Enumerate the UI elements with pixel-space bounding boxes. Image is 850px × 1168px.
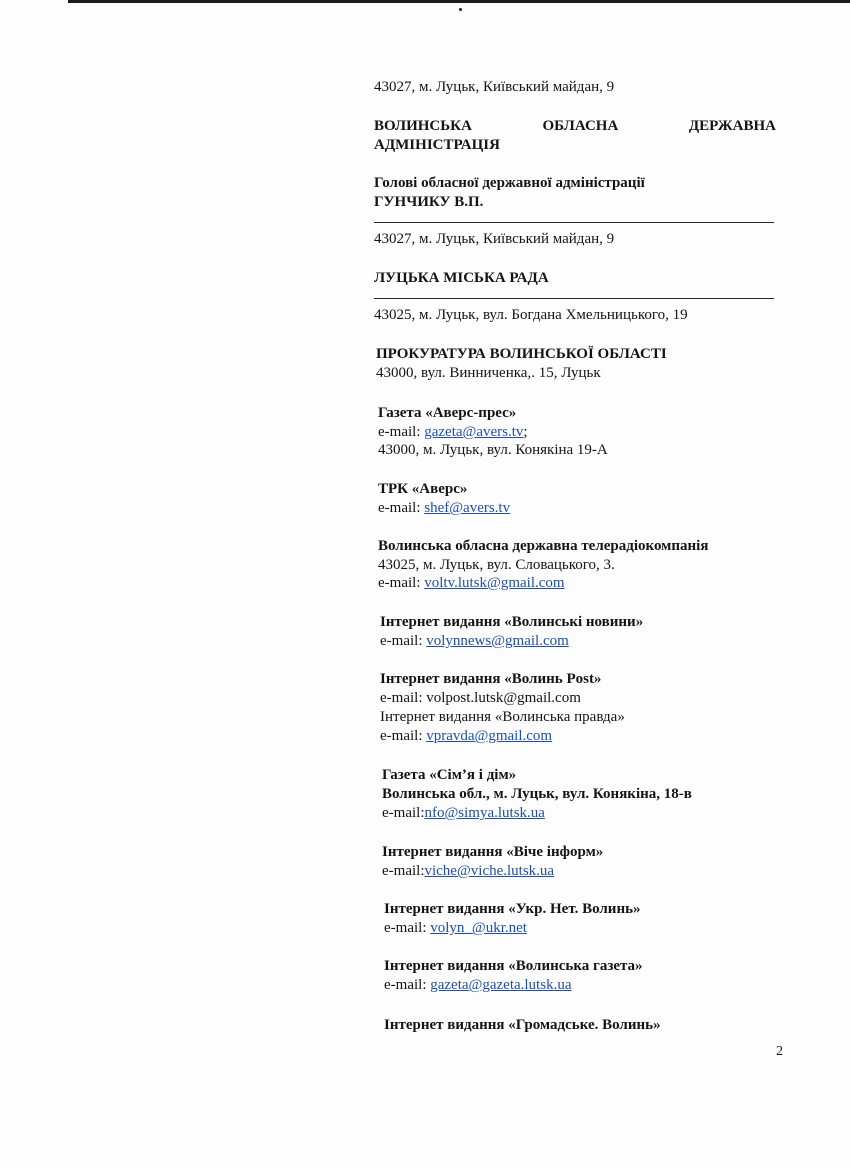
voltv-email-link[interactable]: voltv.lutsk@gmail.com xyxy=(424,575,565,591)
city-council-address: 43025, м. Луцьк, вул. Богдана Хмельницького, 19 xyxy=(374,307,688,323)
scan-top-edge xyxy=(68,0,850,3)
email-suffix: ; xyxy=(523,424,528,440)
volyn-pravda-email-line xyxy=(380,727,552,745)
viche-email-line xyxy=(382,862,554,880)
head-name: ГУНЧИКУ В.П. xyxy=(374,194,484,210)
volyn-pravda-name: Інтернет видання «Волинська правда» xyxy=(380,709,625,725)
oda-name xyxy=(374,117,776,135)
email-label: e-mail: xyxy=(382,805,425,821)
oda-name-word2: ОБЛАСНА xyxy=(542,118,619,134)
avers-press-name: Газета «Аверс-прес» xyxy=(378,405,517,421)
viche-name: Інтернет видання «Віче інформ» xyxy=(382,844,604,860)
viche-email-link[interactable]: viche@viche.lutsk.ua xyxy=(424,863,555,879)
trk-avers-email-link[interactable]: shef@avers.tv xyxy=(424,500,511,516)
prosecutor-name: ПРОКУРАТУРА ВОЛИНСЬКОЇ ОБЛАСТІ xyxy=(376,346,667,362)
avers-press-email-link[interactable]: gazeta@avers.tv xyxy=(424,424,524,440)
volyn-pravda-email-link[interactable]: vpravda@gmail.com xyxy=(426,728,553,744)
voltv-name: Волинська обласна державна телерадіокомпанія xyxy=(378,538,709,554)
email-label: e-mail: xyxy=(378,424,425,440)
avers-press-email-line xyxy=(378,423,528,441)
head-title: Голові обласної державної адміністрації xyxy=(374,175,645,191)
email-label: e-mail: xyxy=(382,863,425,879)
gazeta-lutsk-email-line xyxy=(384,976,571,994)
simya-name: Газета «Сім’я і дім» xyxy=(382,767,517,783)
ukrnet-name: Інтернет видання «Укр. Нет. Волинь» xyxy=(384,901,641,917)
voltv-address: 43025, м. Луцьк, вул. Словацького, 3. xyxy=(378,557,615,573)
city-council-name: ЛУЦЬКА МІСЬКА РАДА xyxy=(374,270,549,286)
simya-address: Волинська обл., м. Луцьк, вул. Конякіна, 18-в xyxy=(382,786,692,802)
divider-line xyxy=(374,222,774,223)
oda-name-line2: АДМІНІСТРАЦІЯ xyxy=(374,137,500,153)
volyn-news-name: Інтернет видання «Волинські новини» xyxy=(380,614,644,630)
trk-avers-email-line xyxy=(378,499,510,517)
oda-name-word3: ДЕРЖАВНА xyxy=(688,118,776,134)
simya-email-line xyxy=(382,804,545,822)
prosecutor-address: 43000, вул. Винниченка,. 15, Луцьк xyxy=(376,365,601,381)
head-address: 43027, м. Луцьк, Київський майдан, 9 xyxy=(374,231,615,247)
volyn-post-name: Інтернет видання «Волинь Post» xyxy=(380,671,602,687)
email-label: e-mail: xyxy=(384,977,431,993)
trk-avers-name: ТРК «Аверс» xyxy=(378,481,468,497)
oda-address: 43027, м. Луцьк, Київський майдан, 9 xyxy=(374,79,615,95)
email-label: e-mail: xyxy=(380,728,427,744)
avers-press-address: 43000, м. Луцьк, вул. Конякіна 19-А xyxy=(378,442,608,458)
email-label: e-mail: xyxy=(384,920,431,936)
simya-email-link[interactable]: nfo@simya.lutsk.ua xyxy=(424,805,545,821)
oda-name-word1: ВОЛИНСЬКА xyxy=(374,118,472,134)
email-label: e-mail: xyxy=(380,633,427,649)
ukrnet-email-line xyxy=(384,919,527,937)
voltv-email-line xyxy=(378,574,565,592)
gazeta-lutsk-email-link[interactable]: gazeta@gazeta.lutsk.ua xyxy=(430,977,572,993)
page-number: 2 xyxy=(776,1044,783,1059)
divider-line xyxy=(374,298,774,299)
ukrnet-email-link[interactable]: volyn_@ukr.net xyxy=(430,920,527,936)
volyn-news-email-line xyxy=(380,632,569,650)
hromadske-name: Інтернет видання «Громадське. Волинь» xyxy=(384,1017,661,1033)
gazeta-lutsk-name: Інтернет видання «Волинська газета» xyxy=(384,958,643,974)
email-label: e-mail: xyxy=(378,500,425,516)
email-label: e-mail: xyxy=(378,575,425,591)
volyn-news-email-link[interactable]: volynnews@gmail.com xyxy=(426,633,569,649)
scan-mark xyxy=(459,8,462,11)
volyn-post-email: e-mail: volpost.lutsk@gmail.com xyxy=(380,690,581,706)
